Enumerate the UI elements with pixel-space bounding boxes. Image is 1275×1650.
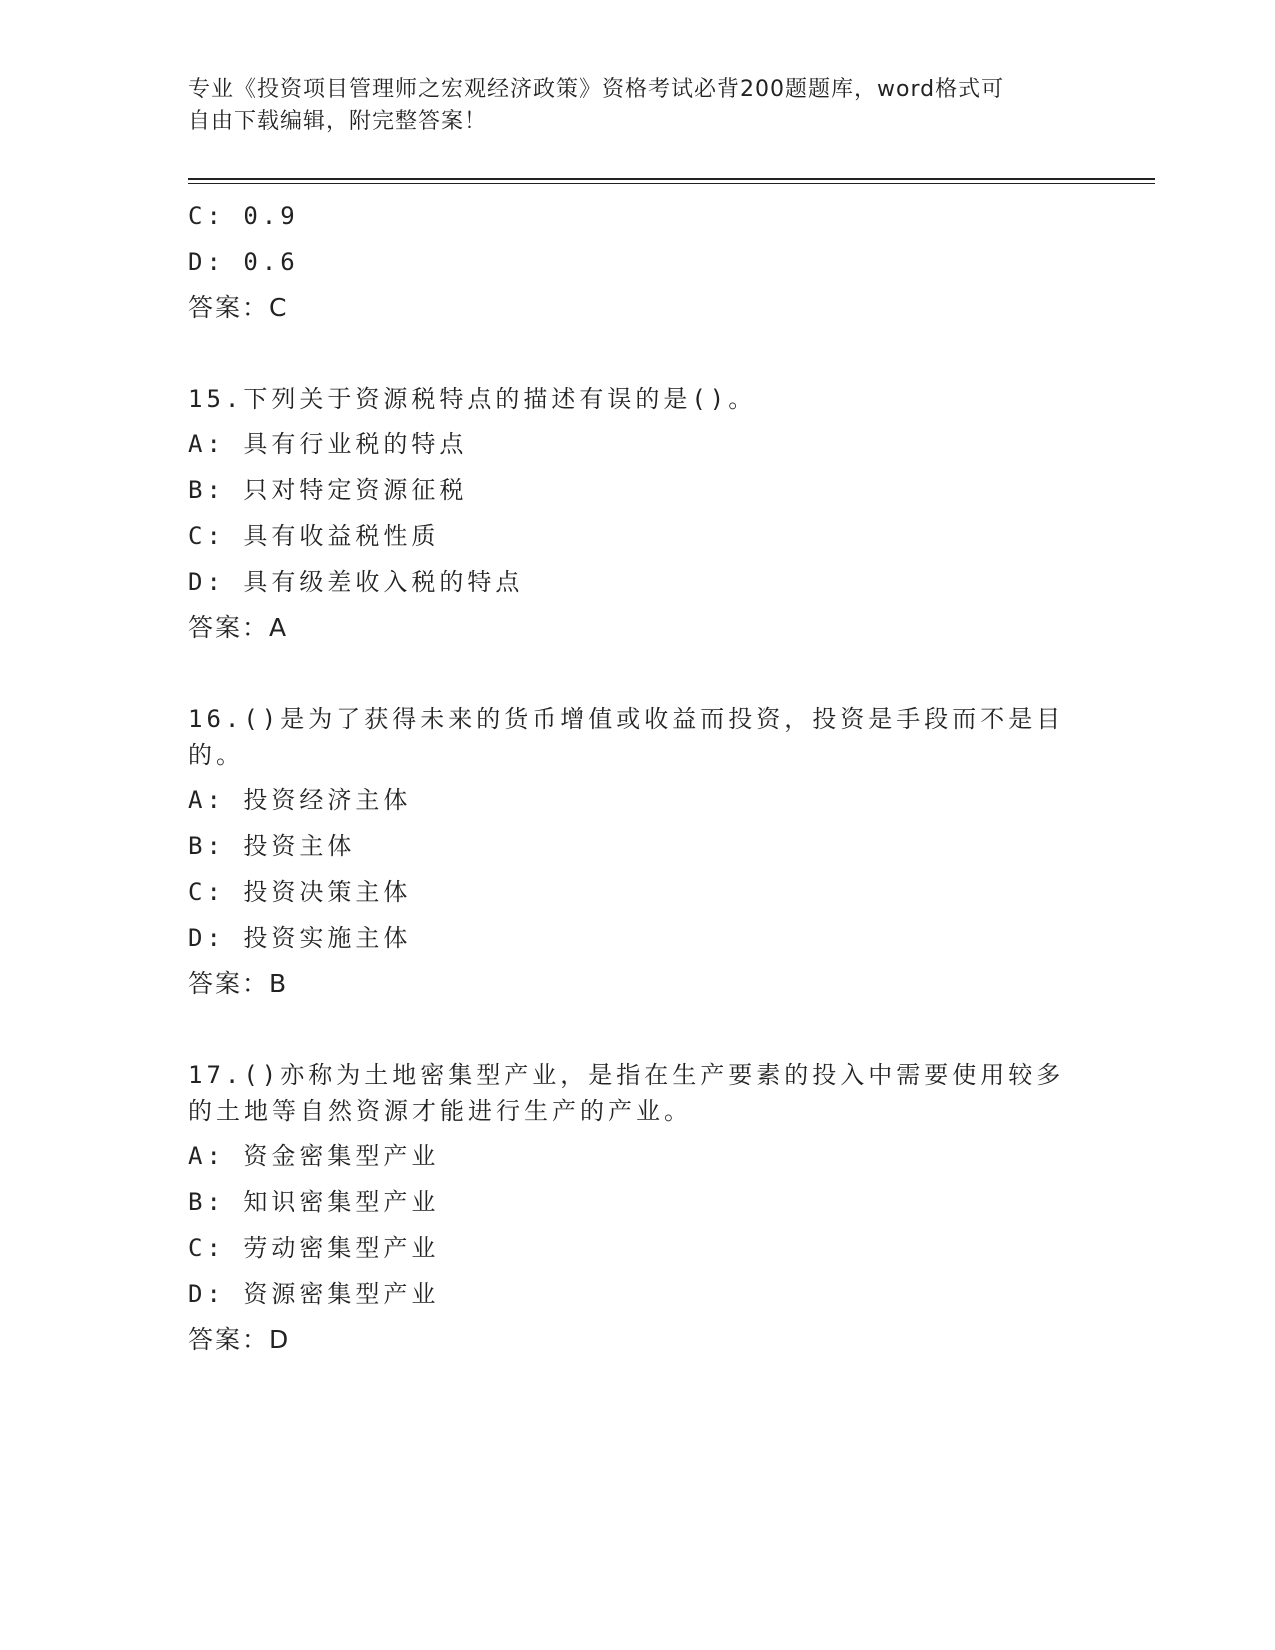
option-b: B: 知识密集型产业: [188, 1188, 440, 1216]
answer-line: 答案：B: [188, 969, 289, 998]
spacer: [188, 331, 1088, 377]
spacer: [188, 651, 1088, 697]
option-b: B: 只对特定资源征税: [188, 476, 468, 504]
question-15: [188, 377, 1088, 651]
answer-line: 答案：A: [188, 613, 289, 642]
option-c: C: 具有收益税性质: [188, 522, 440, 550]
option-b: B: 投资主体: [188, 832, 356, 860]
question-stem: 17.()亦称为土地密集型产业，是指在生产要素的投入中需要使用较多的土地等自然资源才能进行生产的产业。: [188, 1061, 1065, 1125]
question-stem: 16.()是为了获得未来的货币增值或收益而投资，投资是手段而不是目的。: [188, 705, 1065, 769]
option-c: C: 0.9: [188, 202, 299, 230]
answer-line: 答案：C: [188, 293, 289, 322]
option-a: A: 具有行业税的特点: [188, 430, 468, 458]
option-d: D: 资源密集型产业: [188, 1280, 440, 1308]
option-d: D: 投资实施主体: [188, 924, 412, 952]
question-list: [188, 193, 1088, 1363]
header-divider-thick: [188, 178, 1155, 180]
carryover-question: [188, 193, 1088, 331]
question-stem: 15.下列关于资源税特点的描述有误的是()。: [188, 385, 757, 413]
header-line-1: 专业《投资项目管理师之宏观经济政策》资格考试必背200题题库，word格式可: [188, 77, 1005, 102]
option-a: A: 资金密集型产业: [188, 1142, 440, 1170]
spacer: [188, 1007, 1088, 1053]
question-16: [188, 697, 1088, 1007]
option-d: D: 具有级差收入税的特点: [188, 568, 524, 596]
document-header: [188, 74, 1068, 138]
option-c: C: 劳动密集型产业: [188, 1234, 440, 1262]
question-17: [188, 1053, 1088, 1363]
header-divider-thin: [188, 183, 1155, 184]
option-a: A: 投资经济主体: [188, 786, 412, 814]
option-d: D: 0.6: [188, 248, 299, 276]
header-line-2: 自由下载编辑，附完整答案！: [188, 109, 488, 134]
option-c: C: 投资决策主体: [188, 878, 412, 906]
answer-line: 答案：D: [188, 1325, 291, 1354]
